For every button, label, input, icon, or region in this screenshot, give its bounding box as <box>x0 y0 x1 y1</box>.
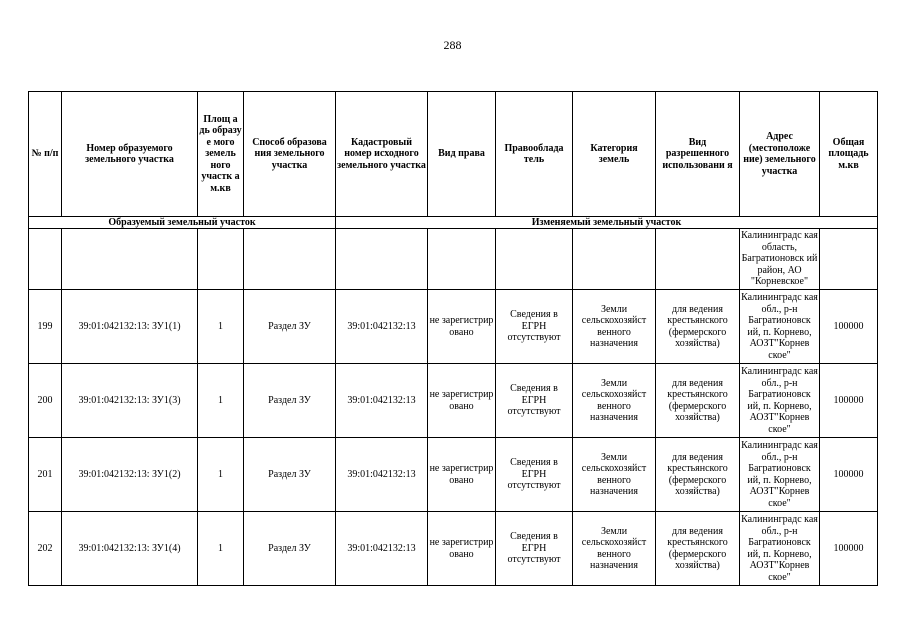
category-cell: Земли сельскохозяйст венного назначения <box>573 364 656 438</box>
row-number: 202 <box>29 512 62 586</box>
address-cell: Калининградс кая обл., р-н Багратионовск ий, п. Корнево, АОЗТ"Корнев ское" <box>740 290 820 364</box>
category-cell: Земли сельскохозяйст венного назначения <box>573 512 656 586</box>
area-cell: 1 <box>198 512 244 586</box>
cadastral-cell: 39:01:042132:13 <box>336 290 428 364</box>
address-cell: Калининградс кая область, Багратионовск ий район, АО "Корневское" <box>740 229 820 290</box>
right-cell: не зарегистрир овано <box>428 512 496 586</box>
col-header-total-area: Общая площадь м.кв <box>820 92 878 217</box>
total-area-cell: 100000 <box>820 364 878 438</box>
area-cell: 1 <box>198 364 244 438</box>
row-number: 200 <box>29 364 62 438</box>
holder-cell: Сведения в ЕГРН отсутствуют <box>496 512 573 586</box>
area-cell: 1 <box>198 290 244 364</box>
category-cell: Земли сельскохозяйст венного назначения <box>573 438 656 512</box>
right-cell: не зарегистрир овано <box>428 438 496 512</box>
address-cell: Калининградс кая обл., р-н Багратионовск ий, п. Корнево, АОЗТ"Корнев ское" <box>740 438 820 512</box>
address-cell: Калининградс кая обл., р-н Багратионовск ий, п. Корнево, АОЗТ"Корнев ское" <box>740 512 820 586</box>
page-number: 288 <box>443 38 462 52</box>
method-cell: Раздел ЗУ <box>244 438 336 512</box>
col-header-right-type: Вид права <box>428 92 496 217</box>
cadastral-cell: 39:01:042132:13 <box>336 438 428 512</box>
col-header-formation-method: Способ образова ния земельного участка <box>244 92 336 217</box>
table-row <box>29 438 878 512</box>
row-number: 199 <box>29 290 62 364</box>
total-area-cell: 100000 <box>820 290 878 364</box>
right-cell: не зарегистрир овано <box>428 290 496 364</box>
col-header-holder: Правооблада тель <box>496 92 573 217</box>
table-row <box>29 364 878 438</box>
col-header-address: Адрес (местоположе ние) земельного участка <box>740 92 820 217</box>
col-header-plot-number: Номер образуемого земельного участка <box>62 92 198 217</box>
cadastral-cell: 39:01:042132:13 <box>336 512 428 586</box>
use-cell: для ведения крестьянского (фермерского хозяйства) <box>656 512 740 586</box>
address-cell: Калининградс кая обл., р-н Багратионовск ий, п. Корнево, АОЗТ"Корнев ское" <box>740 364 820 438</box>
total-area-cell: 100000 <box>820 512 878 586</box>
table-row <box>29 290 878 364</box>
holder-cell: Сведения в ЕГРН отсутствуют <box>496 364 573 438</box>
holder-cell: Сведения в ЕГРН отсутствуют <box>496 290 573 364</box>
method-cell: Раздел ЗУ <box>244 290 336 364</box>
holder-cell: Сведения в ЕГРН отсутствуют <box>496 438 573 512</box>
category-cell: Земли сельскохозяйст венного назначения <box>573 290 656 364</box>
method-cell: Раздел ЗУ <box>244 512 336 586</box>
cadastral-cell: 39:01:042132:13 <box>336 364 428 438</box>
table-header-row <box>29 92 878 217</box>
use-cell: для ведения крестьянского (фермерского хозяйства) <box>656 290 740 364</box>
table-row <box>29 229 878 290</box>
plot-number-cell: 39:01:042132:13: ЗУ1(2) <box>62 438 198 512</box>
plot-number-cell: 39:01:042132:13: ЗУ1(3) <box>62 364 198 438</box>
right-cell: не зарегистрир овано <box>428 364 496 438</box>
plot-number-cell: 39:01:042132:13: ЗУ1(1) <box>62 290 198 364</box>
table-row <box>29 512 878 586</box>
area-cell: 1 <box>198 438 244 512</box>
method-cell: Раздел ЗУ <box>244 364 336 438</box>
col-header-permitted-use: Вид разрешенного использовани я <box>656 92 740 217</box>
total-area-cell: 100000 <box>820 438 878 512</box>
section-row <box>29 217 878 229</box>
section-formed-plot: Образуемый земельный участок <box>29 217 336 229</box>
section-changed-plot: Изменяемый земельный участок <box>336 217 878 229</box>
plot-number-cell: 39:01:042132:13: ЗУ1(4) <box>62 512 198 586</box>
col-header-number: № п/п <box>29 92 62 217</box>
land-plots-table <box>28 91 878 586</box>
col-header-land-category: Категория земель <box>573 92 656 217</box>
row-number: 201 <box>29 438 62 512</box>
col-header-cadastral-number: Кадастровый номер исходного земельного участка <box>336 92 428 217</box>
col-header-area: Площ а дь образу е мого земель ного участк а м.кв <box>198 92 244 217</box>
use-cell: для ведения крестьянского (фермерского хозяйства) <box>656 438 740 512</box>
use-cell: для ведения крестьянского (фермерского хозяйства) <box>656 364 740 438</box>
